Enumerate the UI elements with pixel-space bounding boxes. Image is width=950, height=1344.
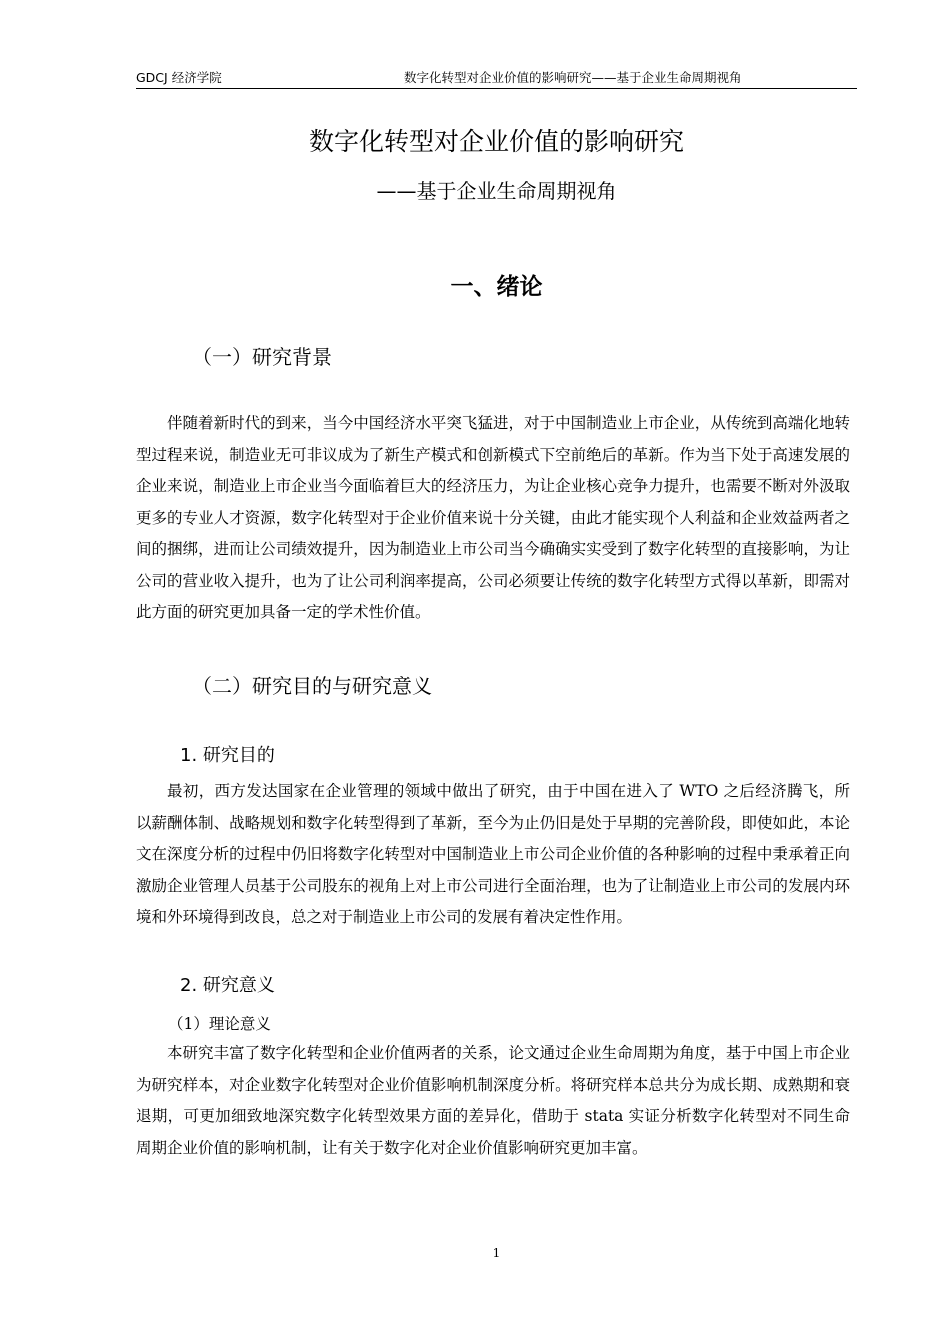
header-right-text: 数字化转型对企业价值的影响研究——基于企业生命周期视角 [404, 70, 742, 85]
page-header [136, 69, 857, 89]
paper-subtitle: ——基于企业生命周期视角 [376, 179, 617, 203]
paragraph-background: 伴随着新时代的到来，当今中国经济水平突飞猛进，对于中国制造业上市企业，从传统到高端化地转型过程来说，制造业无可非议成为了新生产模式和创新模式下空前绝后的革新。作为当下处于高速发展的企业来说，制造业上市企业当今面临着巨大的经济压力，为让企业核心竞争力提升，也需要不断对外汲取更多的专业人才资源，数字化转型对于企业价值来说十分关键，由此才能实现个人利益和企业效益两者之间的捆绑，进而让公司绩效提升，因为制造业上市公司当今确确实实受到了数字化转型的直接影响，为让公司的营业收入提升，也为了让公司利润率提高，公司必须要让传统的数字化转型方式得以革新，即需对此方面的研究更加具备一定的学术性价值。 [136, 414, 850, 621]
section-heading-purpose: （二）研究目的与研究意义 [192, 674, 432, 698]
paragraph-theory: 本研究丰富了数字化转型和企业价值两者的关系，论文通过企业生命周期为角度，基于中国上市企业为研究样本，对企业数字化转型对企业价值影响机制深度分析。将研究样本总共分为成长期、成熟期和衰退期，可更加细致地深究数字化转型效果方面的差异化，借助于 stata 实证分析数字化转型对不同生命周期企业价值的影响机制，让有关于数字化对企业价值影响研究更加丰富。 [136, 1044, 850, 1157]
subsubsection-heading-theory: （1）理论意义 [168, 1015, 271, 1033]
chapter-heading: 一、绪论 [450, 274, 543, 300]
paper-title: 数字化转型对企业价值的影响研究 [308, 127, 684, 156]
paragraph-purpose: 最初，西方发达国家在企业管理的领域中做出了研究，由于中国在进入了 WTO 之后经济腾飞，所以薪酬体制、战略规划和数字化转型得到了革新，至今为止仍旧是处于早期的完善阶段，即使如此，本论文在深度分析的过程中仍旧将数字化转型对中国制造业上市公司企业价值的各种影响的过程中秉承着正向激励企业管理人员基于公司股东的视角上对上市公司进行全面治理，也为了让制造业上市公司的发展内环境和外环境得到改良，总之对于制造业上市公司的发展有着决定性作用。 [136, 782, 850, 926]
section-heading-background: （一）研究背景 [192, 345, 332, 369]
page-number: 1 [492, 1246, 501, 1260]
header-left-text: GDCJ 经济学院 [136, 70, 222, 85]
subsection-heading-purpose: 1. 研究目的 [180, 745, 275, 766]
subsection-heading-significance: 2. 研究意义 [180, 975, 275, 996]
